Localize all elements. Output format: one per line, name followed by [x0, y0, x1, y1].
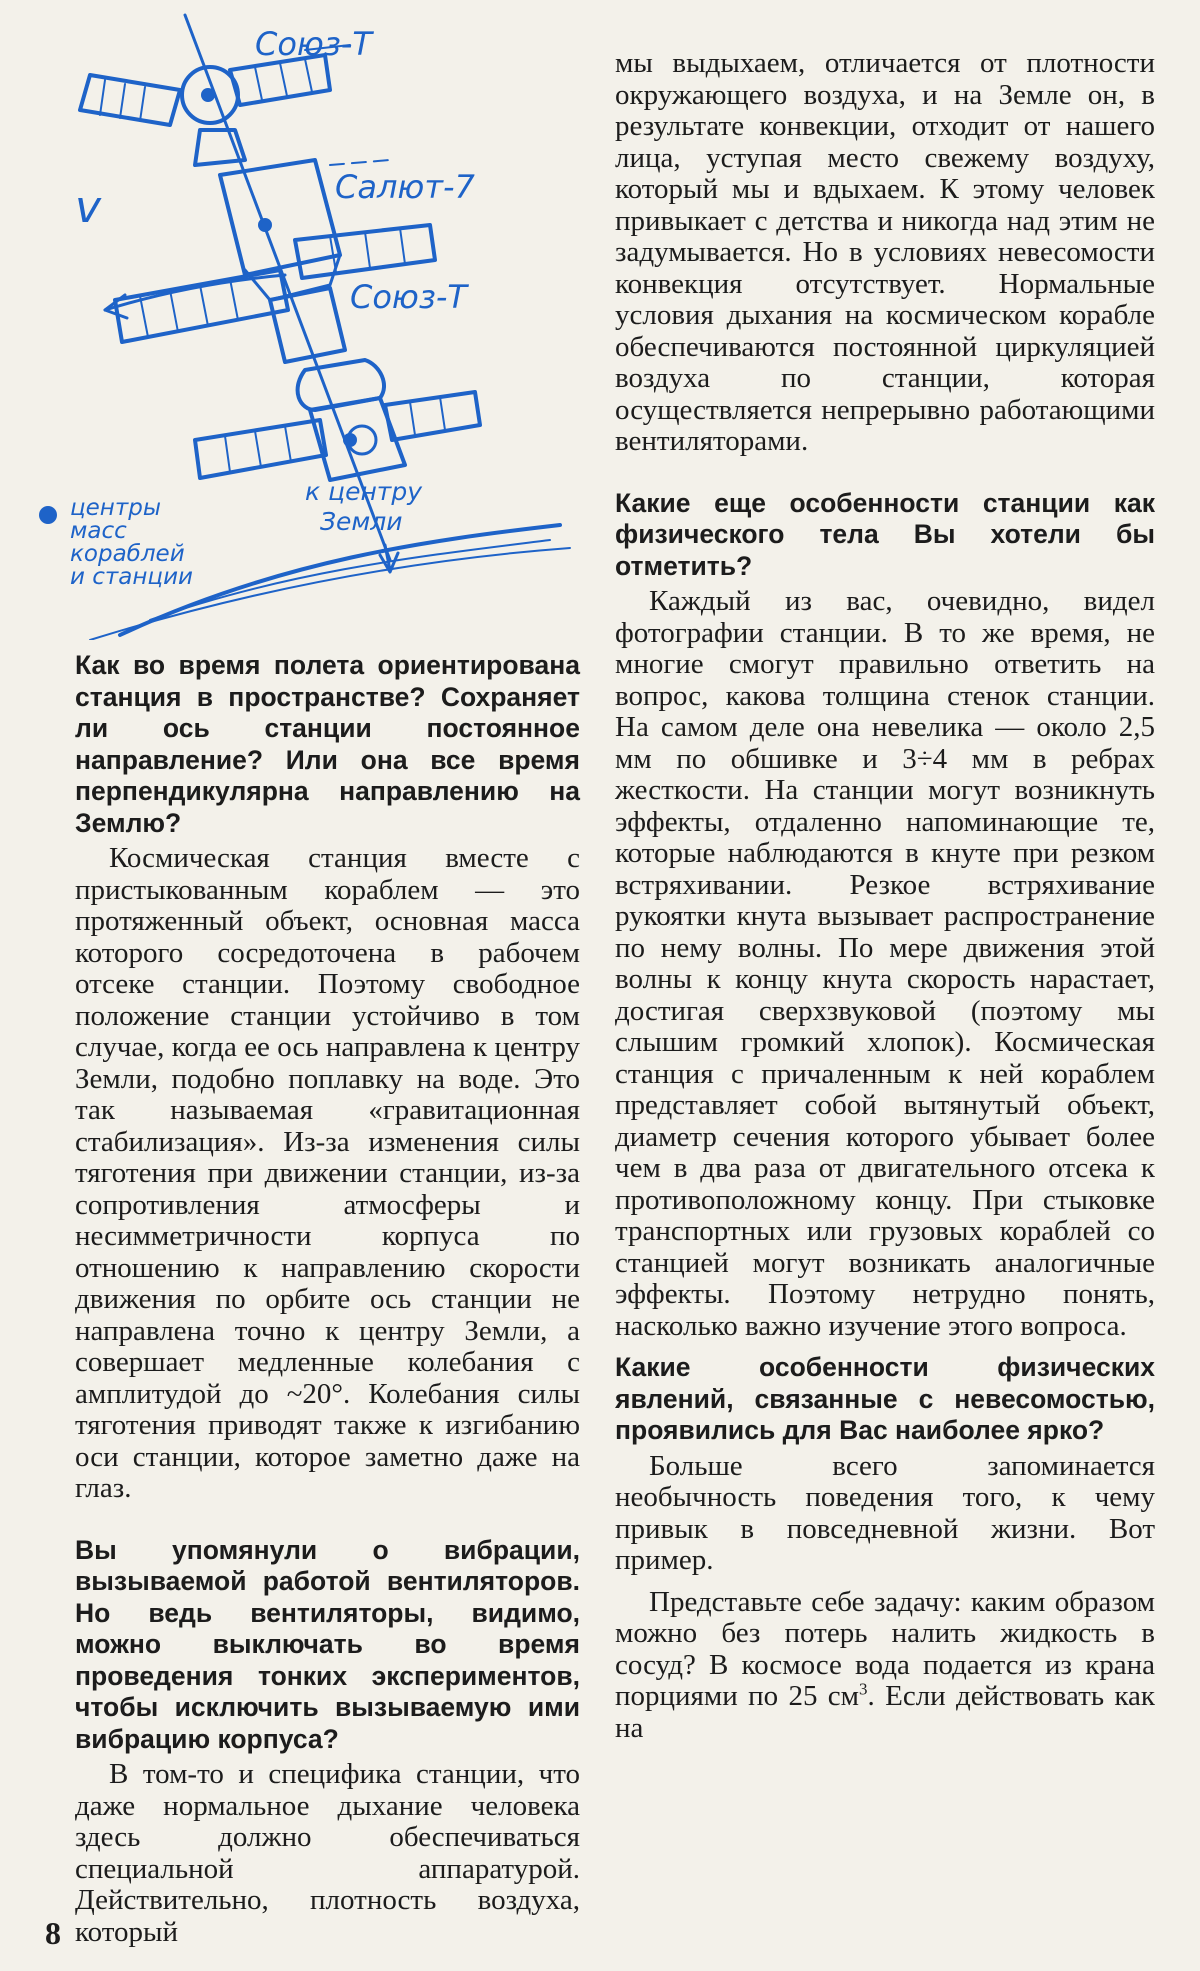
velocity-arrow [105, 275, 285, 310]
label-velocity: v [75, 182, 102, 233]
label-to-earth-2: Земли [320, 507, 403, 536]
top-solar-panel-left [80, 75, 180, 125]
label-to-earth-1: к центру [305, 477, 423, 506]
station-sketch-svg [30, 0, 575, 640]
center-of-mass-dot [201, 88, 215, 102]
cubic-superscript: 3 [859, 1679, 868, 1699]
question-station-features: Какие еще особенности станции как физического тела Вы хотели бы отметить? [615, 487, 1155, 581]
legend-line-2: масс [70, 518, 127, 544]
legend-line-3: кораблей [70, 541, 185, 567]
right-column [615, 48, 1155, 1744]
left-column [75, 650, 580, 1948]
answer-station-features: Каждый из вас, очевидно, видел фотографии станции. В то же время, не многие смогут правильно ответить на вопрос, какова толщина стенок станции. На самом деле она невелика — около 2,5 мм по обшивке и 3÷4 мм в ребрах жесткости. На станции могут возникнуть эффекты, отдаленно напоминающие те, которые наблюдаются в кнуте при резком встряхивании. Резкое встряхивание рукоятки кнута вызывает распространение по нему волны. По мере движения этой волны к концу кнута скорость нарастает, достигая сверхзвуковой (поэтому мы слышим громкий хлопок). Космическая станция с причаленным к ней кораблем представляет собой вытянутый объект, диаметр сечения которого убывает более чем в два раза от двигательного отсека к противоположному концу. При стыковке транспортных или грузовых кораблей со станцией могут возникать аналогичные эффекты. Поэтому нетрудно понять, насколько важно изучение этого вопроса. [615, 585, 1155, 1342]
legend-dot [39, 506, 57, 524]
question-orientation: Как во время полета ориентирована станция в пространстве? Сохраняет ли ось станции постоянное направление? Или она все время перпендикулярна направлению на Землю? [75, 650, 580, 838]
label-soyuz-bottom: Союз-Т [350, 278, 467, 316]
liquid-text-1: Представьте себе задачу: каким образом можно без потерь налить жидкость в сосуд? В космосе вода подается из крана порциями по 25 см [615, 1585, 1155, 1712]
salyut-module [220, 160, 340, 275]
station-sketch [30, 0, 575, 640]
question-weightlessness: Какие особенности физических явлений, связанные с невесомостью, проявились для Вас наиболее ярко? [615, 1352, 1155, 1445]
answer-vibration-continued: мы выдыхаем, отличается от плотности окружающего воздуха, и на Земле он, в результате конвекции, отходит от нашего лица, уступая место свежему воздуху, который мы и вдыхаем. К этому человек привыкает с детства и никогда над этим не задумывается. Но в условиях невесомости конвекция отсутствует. Нормальные условия дыхания на космическом корабле обеспечиваются постоянной циркуляцией воздуха по станции, которая осуществляется непрерывно работающими вентиляторами. [615, 47, 1155, 457]
label-salyut: Салют-7 [335, 168, 475, 206]
legend-line-4: и станции [70, 564, 193, 590]
bottom-panel-left [195, 420, 326, 478]
answer-vibration-start: В том-то и специфика станции, что даже нормальное дыхание человека здесь должно обеспечиваться специальной аппаратурой. Действительно, плотность воздуха, который [75, 1758, 580, 1948]
center-of-mass-dot [343, 433, 357, 447]
bottom-panel-right [385, 392, 480, 440]
legend-line-1: центры [70, 495, 162, 521]
liquid-text-2: . Если действовать как на [615, 1680, 1155, 1744]
answer-orientation: Космическая станция вместе с пристыкованным кораблем — это протяженный объект, основная масса которого сосредоточена в рабочем отсеке станции. Поэтому свободное положение станции устойчиво в том случае, когда ее ось направлена к центру Земли, подобно поплавку на воде. Это так называемая «гравитационная стабилизация». Из-за изменения силы тяготения при движении станции, из-за сопротивления атмосферы и несимметричности корпуса по отношению к направлению скорости движения по орбите ось станции не направлена точно к центру Земли, а совершает медленные колебания с амплитудой до ~20°. Колебания силы тяготения приводят также к изгибанию оси станции, которое заметно даже на глаз. [75, 842, 580, 1504]
label-soyuz-top: Союз-Т [255, 25, 372, 63]
center-of-mass-dot [258, 218, 272, 232]
answer-weightlessness: Больше всего запоминается необычность поведения того, к чему привык в повседневной жизни. Вот пример. [615, 1449, 1155, 1576]
question-vibration: Вы упомянули о вибрации, вызываемой работой вентиляторов. Но ведь вентиляторы, видимо, можно выключать во время проведения тонких экспериментов, чтобы исключить вызываемую ими вибрацию корпуса? [75, 1534, 580, 1754]
bottom-soyuz-module [298, 360, 384, 410]
page-number: 8 [45, 1915, 61, 1951]
answer-liquid-pouring [615, 1587, 1155, 1745]
